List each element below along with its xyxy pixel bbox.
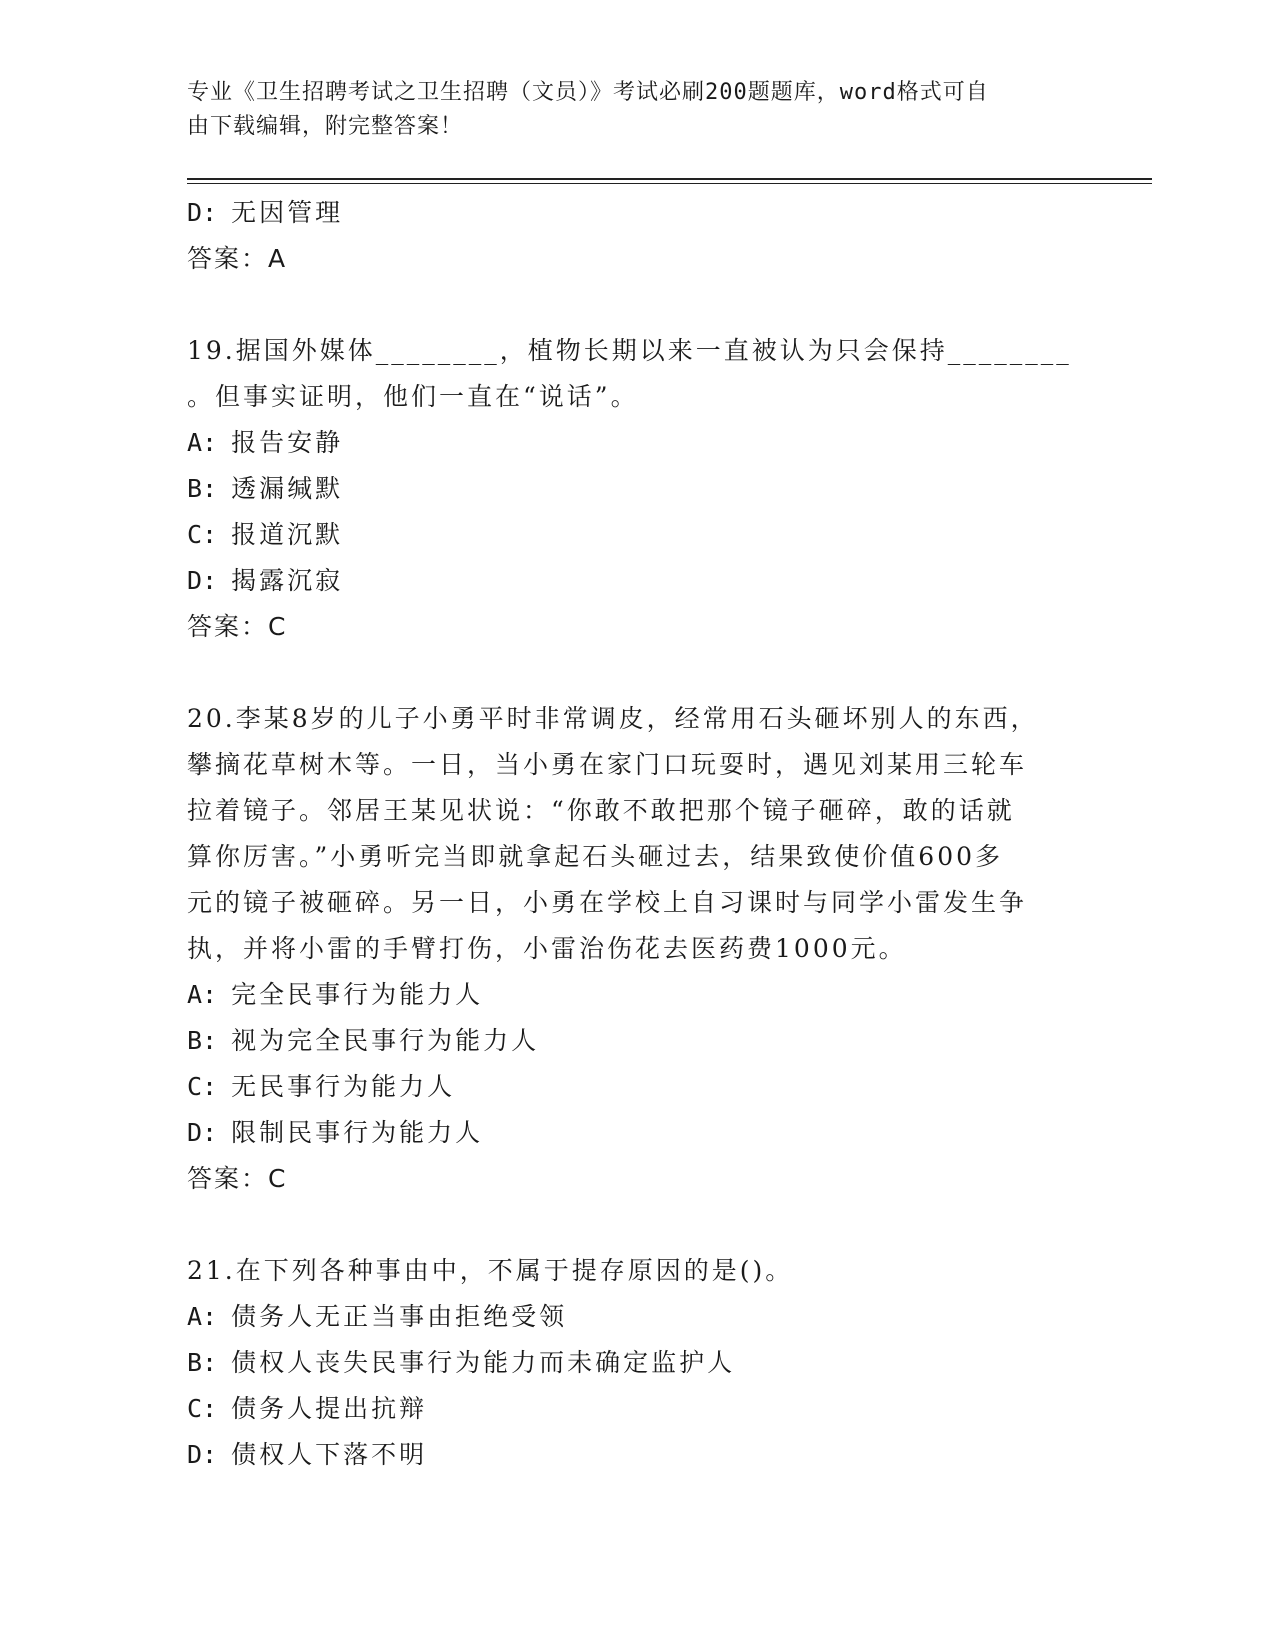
- q21-stem-line-1: 21.在下列各种事由中，不属于提存原因的是()。: [187, 1256, 794, 1285]
- option-key: D:: [187, 566, 218, 595]
- q20-stem-line-6: 执，并将小雷的手臂打伤，小雷治伤花去医药费1000元。: [187, 934, 907, 963]
- q19-option-a: [187, 420, 1087, 466]
- q21-option-c: [187, 1386, 1087, 1432]
- q21-option-a: [187, 1294, 1087, 1340]
- q19-option-d: [187, 558, 1087, 604]
- option-text: 报道沉默: [231, 520, 344, 549]
- spacer: [187, 650, 1087, 696]
- option-key: B:: [187, 474, 218, 503]
- q20-option-c: [187, 1064, 1087, 1110]
- option-text: 债权人丧失民事行为能力而未确定监护人: [231, 1348, 736, 1377]
- header-divider-thin: [187, 183, 1152, 184]
- option-text: 完全民事行为能力人: [231, 980, 484, 1009]
- q19-stem-line-2: 。但事实证明，他们一直在“说话”。: [187, 382, 639, 411]
- option-key: D:: [187, 1118, 218, 1147]
- option-text: 债务人提出抗辩: [231, 1394, 428, 1423]
- option-key: C:: [187, 1072, 218, 1101]
- q20-stem-line-3: 拉着镜子。邻居王某见状说：“你敢不敢把那个镜子砸碎，敢的话就: [187, 796, 1015, 825]
- q20-option-a: [187, 972, 1087, 1018]
- header-divider-thick: [187, 178, 1152, 180]
- option-text: 限制民事行为能力人: [231, 1118, 484, 1147]
- spacer: [187, 282, 1087, 328]
- q19-option-b: [187, 466, 1087, 512]
- q20-answer: 答案：C: [187, 1164, 288, 1193]
- header-line-1: 专业《卫生招聘考试之卫生招聘（文员）》考试必刷200题题库，word格式可自: [187, 80, 989, 105]
- q19-stem-line-1: 19.据国外媒体________，植物长期以来一直被认为只会保持________: [187, 336, 1072, 365]
- header-line-2: 由下载编辑，附完整答案！: [187, 114, 464, 139]
- option-key: B:: [187, 1026, 218, 1055]
- option-text: 债权人下落不明: [231, 1440, 428, 1469]
- q21-option-d: [187, 1432, 1087, 1478]
- option-key: D:: [187, 198, 218, 227]
- q20-stem-line-1: 20.李某8岁的儿子小勇平时非常调皮，经常用石头砸坏别人的东西，: [187, 704, 1039, 733]
- option-key: D:: [187, 1440, 218, 1469]
- spacer: [187, 1202, 1087, 1248]
- option-key: B:: [187, 1348, 218, 1377]
- option-key: A:: [187, 980, 218, 1009]
- q19-answer: 答案：C: [187, 612, 288, 641]
- option-key: A:: [187, 428, 218, 457]
- option-text: 无民事行为能力人: [231, 1072, 456, 1101]
- q20-option-d: [187, 1110, 1087, 1156]
- q20-stem-line-4: 算你厉害。”小勇听完当即就拿起石头砸过去，结果致使价值600多: [187, 842, 1004, 871]
- option-text: 视为完全民事行为能力人: [231, 1026, 540, 1055]
- option-text: 揭露沉寂: [231, 566, 344, 595]
- q19-option-c: [187, 512, 1087, 558]
- option-key: C:: [187, 1394, 218, 1423]
- option-text: 无因管理: [231, 198, 344, 227]
- question-content: [187, 190, 1087, 1478]
- option-text: 报告安静: [231, 428, 344, 457]
- carry-answer: 答案：A: [187, 244, 288, 273]
- carry-option-d: [187, 190, 1087, 236]
- option-text: 债务人无正当事由拒绝受领: [231, 1302, 568, 1331]
- option-key: C:: [187, 520, 218, 549]
- q20-stem-line-2: 攀摘花草树木等。一日，当小勇在家门口玩耍时，遇见刘某用三轮车: [187, 750, 1028, 779]
- q21-option-b: [187, 1340, 1087, 1386]
- option-key: A:: [187, 1302, 218, 1331]
- q20-stem-line-5: 元的镜子被砸碎。另一日，小勇在学校上自习课时与同学小雷发生争: [187, 888, 1028, 917]
- q20-option-b: [187, 1018, 1087, 1064]
- document-header: [187, 76, 1067, 144]
- option-text: 透漏缄默: [231, 474, 344, 503]
